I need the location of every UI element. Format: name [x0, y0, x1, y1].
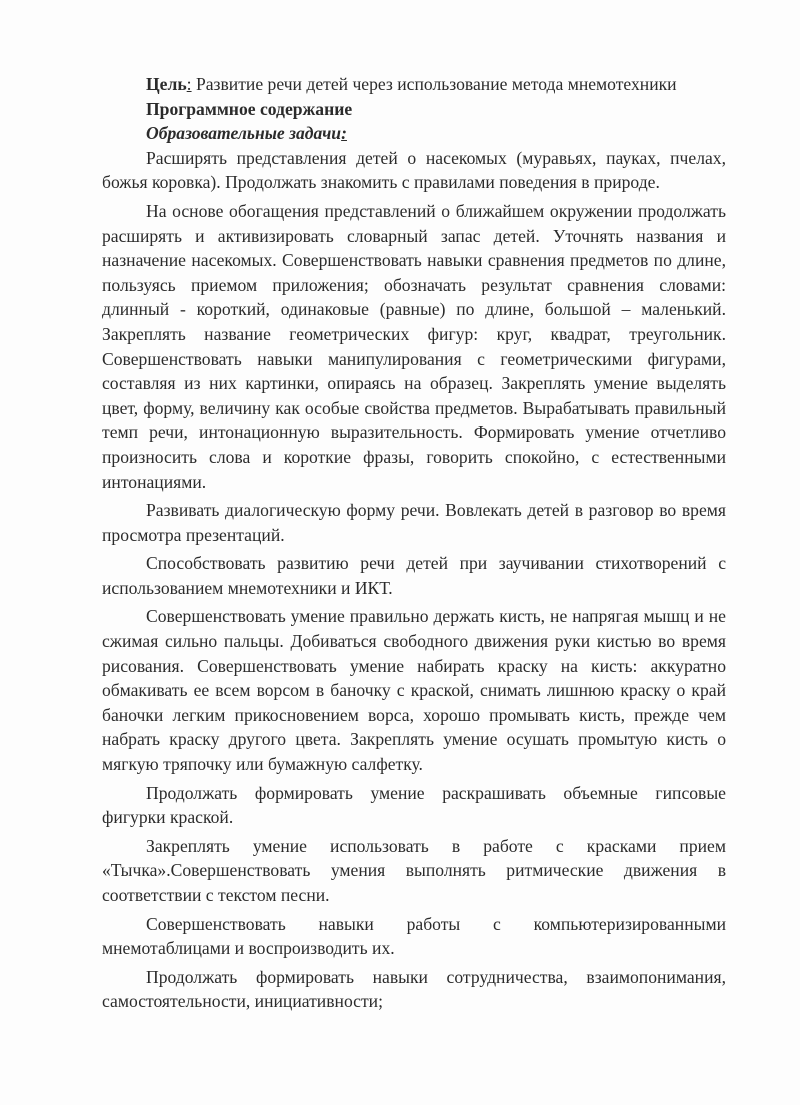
paragraph-cooperation: Продолжать формировать навыки сотрудничества, взаимопонимания, самостоятельности, инициативности;: [102, 966, 726, 1012]
goal-label-colon: :: [186, 74, 192, 94]
subsection-colon: :: [341, 123, 347, 144]
section-title: Программное содержание: [146, 98, 353, 119]
goal-label: Цель: [146, 74, 187, 94]
paragraph-technique: Закреплять умение использовать в работе с красками прием «Тычка».Совершенствовать умения выполнять ритмические движения в соответствии с текстом песни.: [102, 835, 726, 905]
paragraph-dialogue: Развивать диалогическую форму речи. Вовлекать детей в разговор во время просмотра презентаций.: [102, 500, 726, 545]
goal-text: Развитие речи детей через использование метода мнемотехники: [191, 74, 677, 94]
paragraph-plaster-figures: Продолжать формировать умение раскрашивать объемные гипсовые фигурки краской.: [102, 782, 726, 828]
paragraph-poems: Способствовать развитию речи детей при заучивании стихотворений с использованием мнемотехники и ИКТ.: [102, 553, 726, 598]
paragraph-mnemotables: Совершенствовать навыки работы с компьютеризированными мнемотаблицами и воспроизводить их.: [102, 913, 726, 959]
subsection-label: Образовательные задачи: [146, 123, 342, 144]
paragraph-insects: Расширять представления детей о насекомых (муравьях, пауках, пчелах, божья коровка). Продолжать знакомить с правилами поведения в природе.: [102, 147, 726, 193]
paragraph-vocabulary: На основе обогащения представлений о ближайшем окружении продолжать расширять и активизировать словарный запас детей. Уточнять названия и назначение насекомых. Совершенствовать навыки сравнения предметов по длине, пользуясь приемом приложения; обозначать результат сравнения словами: длинный - короткий, одинаковые (равные) по длине, большой – маленький. Закреплять название геометрических фигур: круг, квадрат, треугольник. Совершенствовать навыки манипулирования с геометрическими фигурами, составляя из них картинки, опираясь на образец. Закреплять умение выделять цвет, форму, величину как особые свойства предметов. Вырабатывать правильный темп речи, интонационную выразительность. Формировать умение отчетливо произносить слова и короткие фразы, говорить спокойно, с естественными интонациями.: [102, 200, 726, 492]
goal-line: [102, 72, 726, 97]
paragraph-brush: Совершенствовать умение правильно держать кисть, не напрягая мышц и не сжимая сильно пальцы. Добиваться свободного движения руки кистью во время рисования. Совершенствовать умение набирать краску на кисть: аккуратно обмакивать ее всем ворсом в баночку с краской, снимать лишнюю краску о край баночки легким прикосновением ворса, хорошо промывать кисть, прежде чем набрать краску другого цвета. Закреплять умение осушать промытую кисть о мягкую тряпочку или бумажную салфетку.: [102, 606, 726, 775]
subsection-title: [102, 121, 726, 146]
document-page: [102, 72, 726, 1018]
